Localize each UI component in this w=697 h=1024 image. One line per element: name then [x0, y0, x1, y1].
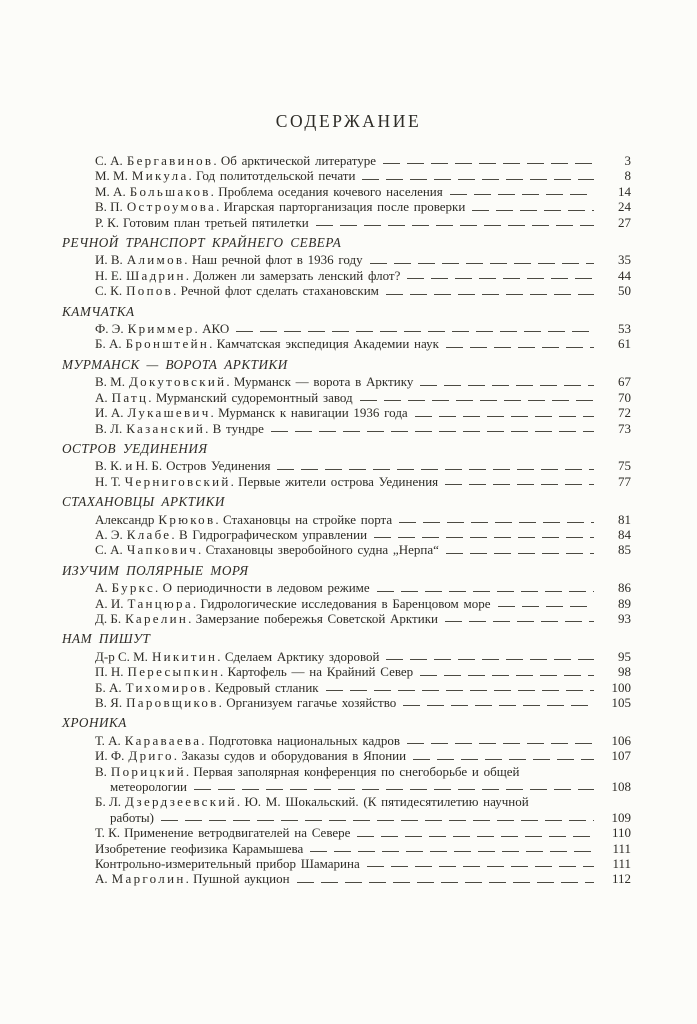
entry-page-number: 35: [618, 252, 631, 268]
entry-text: [95, 474, 438, 489]
toc-entry: [62, 841, 631, 856]
entry-text: [95, 168, 355, 183]
entry-page-number: 98: [618, 664, 631, 680]
dash-leader: [326, 690, 594, 691]
toc-entry: [62, 695, 631, 710]
entry-page-number: 106: [611, 732, 631, 748]
entry-author-surname: Тихомиров.: [125, 679, 214, 695]
entry-line-continued: [95, 810, 631, 825]
entry-text: [95, 512, 392, 527]
entry-author-initials: А.: [95, 580, 108, 596]
dash-leader: [194, 789, 594, 790]
entry-page-number: 86: [618, 580, 631, 596]
entry-author-initials: А. Э.: [95, 526, 123, 542]
section-heading: НАМ ПИШУТ: [62, 631, 151, 647]
entry-page-number: 8: [624, 168, 631, 184]
entry-author-initials: С. К.: [95, 283, 123, 299]
toc-entry: [62, 764, 631, 795]
dash-leader: [236, 331, 594, 332]
entry-text: [95, 184, 443, 199]
toc-entry: [62, 611, 631, 626]
entry-page-number: 107: [611, 748, 631, 764]
entry-page-number: 53: [618, 321, 631, 337]
dash-leader: [445, 621, 594, 622]
dash-leader: [407, 278, 594, 279]
entry-title: Контрольно-измерительный прибор Шамарина: [95, 856, 360, 872]
entry-author-surname: Шадрин.: [126, 267, 192, 283]
section-heading: РЕЧНОЙ ТРАНСПОРТ КРАЙНЕГО СЕВЕРА: [62, 235, 342, 251]
entry-author-initials: В. К. и Н. Б.: [95, 458, 163, 474]
dash-leader: [420, 675, 594, 676]
toc-entry: [62, 649, 631, 664]
entry-title: Должен ли замерзать ленский флот?: [193, 267, 401, 283]
entry-title: Проблема оседания кочевого населения: [218, 183, 443, 199]
entry-title: Остров Уединения: [166, 458, 271, 474]
dash-leader: [446, 553, 594, 554]
dash-leader: [445, 484, 594, 485]
toc-entry: [62, 733, 631, 748]
entry-page-number: 110: [611, 825, 631, 841]
entry-text: [95, 748, 406, 763]
toc-entry: [62, 336, 631, 351]
dash-leader: [383, 163, 594, 164]
toc-entry: [62, 283, 631, 298]
entry-author-surname: Патц.: [111, 389, 154, 405]
entry-author-surname: Криммер.: [127, 321, 201, 337]
dash-leader: [403, 705, 594, 706]
entry-author-surname: Карелин.: [125, 610, 194, 626]
entry-line-first: [95, 764, 631, 779]
entry-text: [95, 542, 439, 557]
entry-title: Год политотдельской печати: [196, 168, 356, 184]
entry-author-surname: Пересыпкин.: [127, 664, 226, 680]
toc-entry: [62, 184, 631, 199]
entry-text: [95, 649, 379, 664]
toc-entry: [62, 168, 631, 183]
dash-leader: [362, 179, 594, 180]
entry-page-number: 50: [618, 283, 631, 299]
entry-page-number: 112: [611, 871, 631, 887]
entry-text: [95, 153, 376, 168]
entry-title: Наш речной флот в 1936 году: [191, 252, 363, 268]
entry-title: Кедровый стланик: [215, 679, 319, 695]
entry-author-initials: Н. Е.: [95, 267, 123, 283]
entry-text: [95, 856, 360, 871]
entry-author-initials: Б. А.: [95, 679, 122, 695]
toc-section: [62, 631, 631, 710]
toc-entry: [62, 405, 631, 420]
toc-entry: [62, 252, 631, 267]
dash-leader: [498, 606, 594, 607]
entry-author-initials: И. В.: [95, 252, 123, 268]
entry-page-number: 93: [618, 610, 631, 626]
entry-author-surname: Порицкий.: [110, 763, 192, 779]
entry-author-initials: В. П.: [95, 199, 123, 215]
entry-author-surname: Попов.: [126, 283, 179, 299]
entry-author-initials: Т. К.: [95, 825, 121, 841]
entry-text: [95, 764, 519, 779]
dash-leader: [161, 820, 594, 821]
entry-title: Заказы судов и оборудования в Японии: [181, 748, 407, 764]
entry-page-number: 81: [618, 511, 631, 527]
entry-author-initials: С. А.: [95, 542, 123, 558]
dash-leader: [316, 225, 594, 226]
entry-title: Применение ветродвигателей на Севере: [124, 825, 351, 841]
entry-author-initials: Н. Т.: [95, 473, 121, 489]
entry-page-number: 3: [624, 153, 631, 168]
entry-title: Картофель — на Крайний Север: [227, 664, 414, 680]
entry-text: [95, 695, 396, 710]
entry-title: В тундре: [212, 420, 264, 436]
entry-page-number: 24: [618, 199, 631, 215]
entry-author-initials: Д. Б.: [95, 610, 122, 626]
entry-page-number: 111: [612, 840, 631, 856]
entry-author-initials: Б. А.: [95, 336, 122, 352]
entry-author-initials: Александр: [95, 511, 155, 527]
entry-title-continued: работы): [110, 809, 154, 825]
toc-section: [62, 494, 631, 558]
dash-leader: [277, 469, 594, 470]
entry-author-surname: Казанский.: [126, 420, 211, 436]
toc-entry: [62, 321, 631, 336]
dash-leader: [370, 263, 594, 264]
dash-leader: [450, 194, 594, 195]
entry-page-number: 72: [618, 405, 631, 421]
entry-page-number: 73: [618, 420, 631, 436]
entry-text: [95, 283, 379, 298]
entry-text: [95, 596, 491, 611]
entry-text: [95, 252, 363, 267]
entry-page-number: 105: [611, 695, 631, 710]
page-title: СОДЕРЖАНИЕ: [275, 111, 422, 131]
entry-page-number: 27: [618, 214, 631, 230]
entry-author-surname: Буркс.: [111, 580, 161, 596]
entry-title: Речной флот сделать стахановским: [180, 283, 379, 299]
entry-author-surname: Бергавинов.: [126, 153, 219, 168]
toc-entry: [62, 215, 631, 230]
toc-entry: [62, 268, 631, 283]
entry-author-surname: Танцюра.: [127, 595, 199, 611]
dash-leader: [446, 347, 594, 348]
toc-entry: [62, 527, 631, 542]
toc-section: [62, 153, 631, 230]
section-heading: ХРОНИКА: [62, 715, 127, 731]
entry-text: [95, 458, 270, 473]
toc-entry: [62, 374, 631, 389]
toc-entry: [62, 748, 631, 763]
dash-leader: [271, 431, 594, 432]
section-heading: ИЗУЧИМ ПОЛЯРНЫЕ МОРЯ: [62, 562, 249, 578]
entry-text: [95, 405, 408, 420]
entry-author-surname: Караваева.: [124, 732, 207, 748]
entry-text: [95, 664, 413, 679]
toc-entry: [62, 825, 631, 840]
entry-title: Организуем гагачье хозяйство: [226, 695, 397, 710]
entry-author-initials: С. А.: [95, 153, 123, 168]
entry-page-number: 89: [618, 595, 631, 611]
entry-page-number: 75: [618, 458, 631, 474]
toc-entry: [62, 596, 631, 611]
entry-page-number: 84: [618, 526, 631, 542]
toc-section: [62, 304, 631, 352]
entry-title: Об арктической литературе: [220, 153, 377, 168]
entry-page-number: 85: [618, 542, 631, 558]
entry-author-initials: В. Я.: [95, 695, 123, 710]
entry-title: Ю. М. Шокальский. (К пятидесятилетию научной: [244, 794, 529, 810]
entry-author-initials: Д-р С. М.: [95, 648, 148, 664]
entry-title: Камчатская экспедиция Академии наук: [216, 336, 439, 352]
entry-text: [95, 871, 290, 886]
entry-text: [95, 374, 413, 389]
entry-title: Игарская парторганизация после проверки: [223, 199, 466, 215]
entry-page-number: 111: [612, 856, 631, 872]
entry-author-surname: Большаков.: [129, 183, 217, 199]
entry-author-surname: Клабе.: [126, 526, 177, 542]
dash-leader: [415, 416, 594, 417]
entry-author-initials: Б. Л.: [95, 794, 122, 810]
entry-author-initials: Т. А.: [95, 732, 121, 748]
dash-leader: [377, 591, 594, 592]
toc-entry: [62, 664, 631, 679]
toc-entry: [62, 153, 631, 168]
entry-author-initials: М. А.: [95, 183, 126, 199]
entry-author-initials: А.: [95, 389, 108, 405]
entry-text: [95, 390, 353, 405]
entry-text: [95, 611, 438, 626]
entry-title: Пушной аукцион: [193, 871, 290, 887]
entry-title: Подготовка национальных кадров: [208, 732, 401, 748]
entry-title: Готовим план третьей пятилетки: [123, 214, 309, 230]
entry-page-number: 77: [618, 473, 631, 489]
entry-text: [95, 794, 529, 809]
section-heading: СТАХАНОВЦЫ АРКТИКИ: [62, 494, 225, 510]
entry-title: Сделаем Арктику здоровой: [224, 648, 380, 664]
entry-page-number: 67: [618, 374, 631, 390]
toc-entry: [62, 474, 631, 489]
entry-author-initials: Р. К.: [95, 214, 120, 230]
toc-entry: [62, 856, 631, 871]
toc-entry: [62, 871, 631, 886]
entry-text: [95, 527, 367, 542]
entry-page-number: 44: [618, 267, 631, 283]
entry-title: Мурманск — ворота в Арктику: [233, 374, 414, 390]
dash-leader: [386, 659, 594, 660]
dash-leader: [360, 400, 594, 401]
entry-author-initials: Ф. Э.: [95, 321, 124, 337]
entry-author-initials: А.: [95, 871, 108, 887]
toc-entry: [62, 458, 631, 473]
entry-title: Гидрологические исследования в Баренцовом море: [200, 595, 491, 611]
entry-page-number: 61: [618, 336, 631, 352]
entry-page-number: 100: [611, 679, 631, 695]
section-heading: МУРМАНСК — ВОРОТА АРКТИКИ: [62, 356, 288, 372]
entry-author-surname: Докутовский.: [128, 374, 232, 390]
toc-entry: [62, 542, 631, 557]
entry-author-initials: И. А.: [95, 405, 124, 421]
entry-title-continued: метеорологии: [110, 779, 188, 795]
entry-author-surname: Бронштейн.: [125, 336, 215, 352]
toc-list: [62, 153, 631, 887]
entry-author-surname: Никитин.: [151, 648, 223, 664]
entry-text: [95, 825, 350, 840]
entry-title: Мурманск к навигации 1936 года: [218, 405, 408, 421]
entry-title: О периодичности в ледовом режиме: [162, 580, 370, 596]
toc-section: [62, 235, 631, 299]
entry-page-number: 108: [611, 779, 631, 795]
dash-leader: [413, 759, 594, 760]
toc-entry: [62, 794, 631, 825]
entry-author-initials: В.: [95, 763, 107, 779]
entry-line-continued: [95, 779, 631, 794]
toc-section: [62, 563, 631, 627]
dash-leader: [367, 866, 594, 867]
entry-title: Первая заполярная конференция по снегоборьбе и общей: [193, 763, 520, 779]
toc-entry: [62, 680, 631, 695]
section-heading: ОСТРОВ УЕДИНЕНИЯ: [62, 440, 208, 456]
toc-section: [62, 441, 631, 489]
entry-author-initials: П. Н.: [95, 664, 124, 680]
entry-page-number: 95: [618, 648, 631, 664]
dash-leader: [420, 385, 594, 386]
entry-text: [95, 336, 439, 351]
entry-line-first: [95, 794, 631, 809]
section-heading: КАМЧАТКА: [62, 303, 135, 319]
entry-text: [95, 321, 229, 336]
entry-title: Стахановцы на стройке порта: [222, 511, 393, 527]
entry-title: Изобретение геофизика Карамышева: [95, 840, 304, 856]
entry-author-surname: Чапкович.: [126, 542, 204, 558]
entry-page-number: 109: [611, 809, 631, 825]
dash-leader: [374, 537, 594, 538]
toc-section: [62, 715, 631, 886]
toc-entry: [62, 512, 631, 527]
entry-title: Первые жители острова Уединения: [238, 473, 439, 489]
entry-page-number: 70: [618, 389, 631, 405]
entry-author-surname: Микула.: [131, 168, 195, 184]
toc-entry: [62, 421, 631, 436]
entry-text: [95, 268, 400, 283]
dash-leader: [310, 851, 594, 852]
entry-title: В Гидрографическом управлении: [178, 526, 368, 542]
entry-author-initials: В. Л.: [95, 420, 123, 436]
entry-author-surname: Дриго.: [128, 748, 180, 764]
dash-leader: [472, 210, 594, 211]
entry-author-surname: Черниговский.: [124, 473, 237, 489]
dash-leader: [407, 743, 594, 744]
entry-author-surname: Лукашевич.: [127, 405, 217, 421]
dash-leader: [386, 294, 594, 295]
entry-author-initials: В. М.: [95, 374, 125, 390]
entry-author-initials: М. М.: [95, 168, 128, 184]
entry-title: Стахановцы зверобойного судна „Нерпа“: [205, 542, 439, 558]
entry-author-surname: Остроумова.: [126, 199, 222, 215]
entry-title: Мурманский судоремонтный завод: [155, 389, 353, 405]
dash-leader: [297, 882, 594, 883]
toc-entry: [62, 580, 631, 595]
entry-page-number: 14: [618, 183, 631, 199]
entry-author-surname: Дзердзеевский.: [125, 794, 243, 810]
toc-entry: [62, 390, 631, 405]
entry-text: [95, 215, 309, 230]
entry-author-surname: Марголин.: [111, 871, 192, 887]
dash-leader: [399, 522, 594, 523]
entry-text: [95, 841, 303, 856]
entry-title: АКО: [202, 321, 230, 337]
entry-text: [95, 733, 400, 748]
entry-title: Замерзание побережья Советской Арктики: [195, 610, 438, 626]
entry-author-surname: Алимов.: [126, 252, 190, 268]
toc-entry: [62, 199, 631, 214]
entry-text: [95, 421, 264, 436]
entry-author-initials: И. Ф.: [95, 748, 125, 764]
dash-leader: [357, 836, 594, 837]
toc-section: [62, 357, 631, 436]
entry-author-surname: Крюков.: [158, 511, 221, 527]
entry-text: [95, 199, 465, 214]
entry-author-initials: А. И.: [95, 595, 124, 611]
entry-author-surname: Паровщиков.: [126, 695, 225, 710]
entry-text: [95, 680, 319, 695]
entry-text: [95, 580, 370, 595]
